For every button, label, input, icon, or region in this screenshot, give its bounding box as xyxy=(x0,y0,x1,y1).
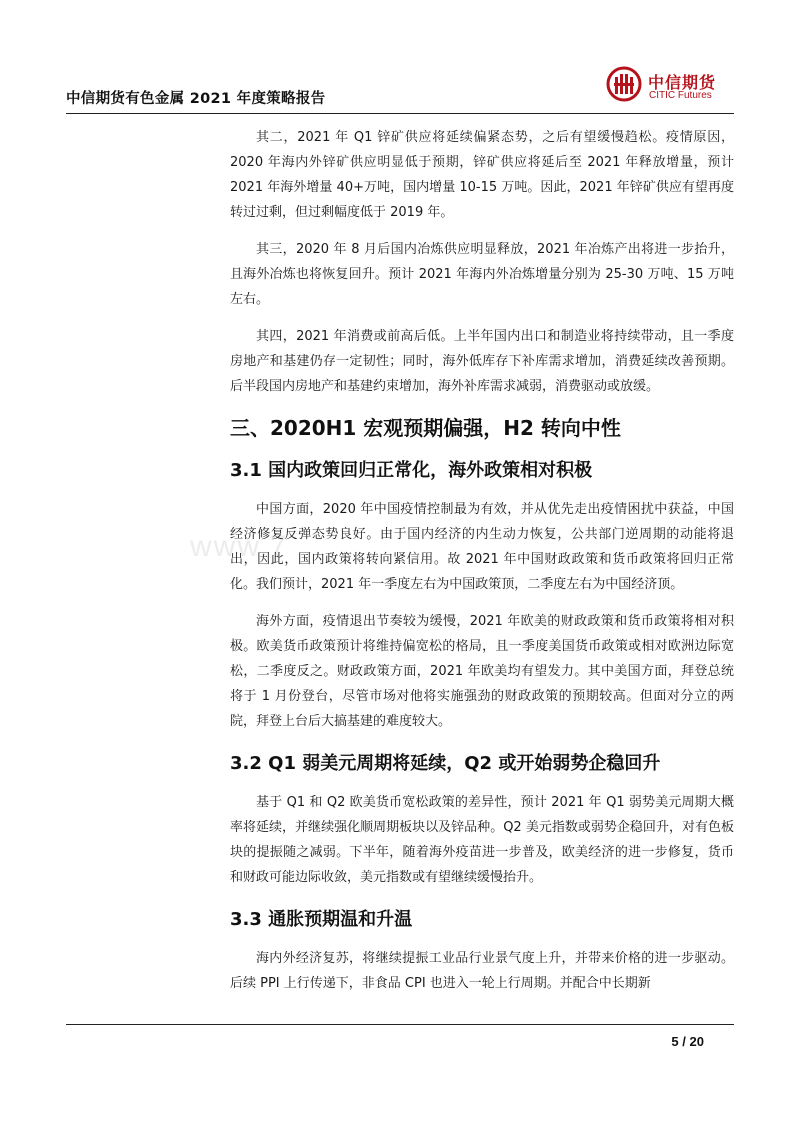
citic-seal-icon xyxy=(606,66,642,102)
logo-english-name: CITIC Futures xyxy=(649,90,712,101)
watermark-text: www.7 xyxy=(190,530,289,563)
paragraph-dollar-cycle: 基于 Q1 和 Q2 欧美货币宽松政策的差异性，预计 2021 年 Q1 弱势美元周期大概率将延续，并继续强化顺周期板块以及锌品种。Q2 美元指数或弱势企稳回升，对有色板块的提振随之减弱。下半年，随着海外疫苗进一步普及，欧美经济的进一步修复，货币和财政可能边际收敛，美元指数或有望继续缓慢抬升。 xyxy=(230,795,734,885)
paragraph-overseas-policy: 海外方面，疫情退出节奏较为缓慢，2021 年欧美的财政政策和货币政策将相对积极。欧美货币政策预计将维持偏宽松的格局，且一季度美国货币政策或相对欧洲边际宽松，二季度反之。财政政策方面，2021 年欧美均有望发力。其中美国方面，拜登总统将于 1 月份登台，尽管市场对他将实施强劲的财政政策的预期较高。但面对分立的两院，拜登上台后大搞基建的难度较大。 xyxy=(230,614,734,729)
report-title: 中信期货有色金属 2021 年度策略报告 xyxy=(66,91,326,107)
paragraph-china-policy: 中国方面，2020 年中国疫情控制最为有效，并从优先走出疫情困扰中获益，中国经济修复反弹态势良好。由于国内经济的内生动力恢复，公共部门逆周期的动能将退出，因此，国内政策将转向紧信用。故 2021 年中国财政政策和货币政策将回归正常化。我们预计，2021 年一季度左右为中国政策顶，二季度左右为中国经济顶。 xyxy=(230,502,734,592)
paragraph-consumption: 其四，2021 年消费或前高后低。上半年国内出口和制造业将持续带动，且一季度房地产和基建仍存一定韧性；同时，海外低库存下补库需求增加，消费延续改善预期。后半段国内房地产和基建约束增加，海外补库需求减弱，消费驱动或放缓。 xyxy=(230,329,734,394)
citic-futures-logo xyxy=(606,66,734,108)
page-current: 5 xyxy=(671,1034,679,1049)
page-total: 20 xyxy=(689,1034,704,1049)
page-number xyxy=(671,1034,704,1049)
section-heading-3: 三、2020H1 宏观预期偏强，H2 转向中性 xyxy=(230,416,621,440)
page-separator: / xyxy=(682,1034,686,1049)
footer-divider xyxy=(66,1024,734,1025)
paragraph-zinc-ore-supply: 其二，2021 年 Q1 锌矿供应将延续偏紧态势，之后有望缓慢趋松。疫情原因，2020 年海内外锌矿供应明显低于预期，锌矿供应将延后至 2021 年释放增量，预计 2021 年海外增量 40+万吨，国内增量 10-15 万吨。因此，2021 年锌矿供应有望再度转过过剩，但过剩幅度低于 2019 年。 xyxy=(230,130,734,220)
header-divider xyxy=(66,113,734,114)
logo-chinese-name: 中信期货 xyxy=(648,73,717,92)
page-header xyxy=(66,64,734,114)
subsection-heading-3-3: 3.3 通胀预期温和升温 xyxy=(230,909,413,930)
subsection-heading-3-1: 3.1 国内政策回归正常化，海外政策相对积极 xyxy=(230,460,593,481)
subsection-heading-3-2: 3.2 Q1 弱美元周期将延续，Q2 或开始弱势企稳回升 xyxy=(230,753,661,774)
page-content xyxy=(230,125,734,1008)
paragraph-inflation: 海内外经济复苏，将继续提振工业品行业景气度上升，并带来价格的进一步驱动。后续 PPI 上行传递下，非食品 CPI 也进入一轮上行周期。并配合中长期新 xyxy=(230,951,734,991)
paragraph-smelting-supply: 其三，2020 年 8 月后国内冶炼供应明显释放，2021 年冶炼产出将进一步抬升，且海外冶炼也将恢复回升。预计 2021 年海内外冶炼增量分别为 25-30 万吨、15 万吨左右。 xyxy=(230,242,734,307)
